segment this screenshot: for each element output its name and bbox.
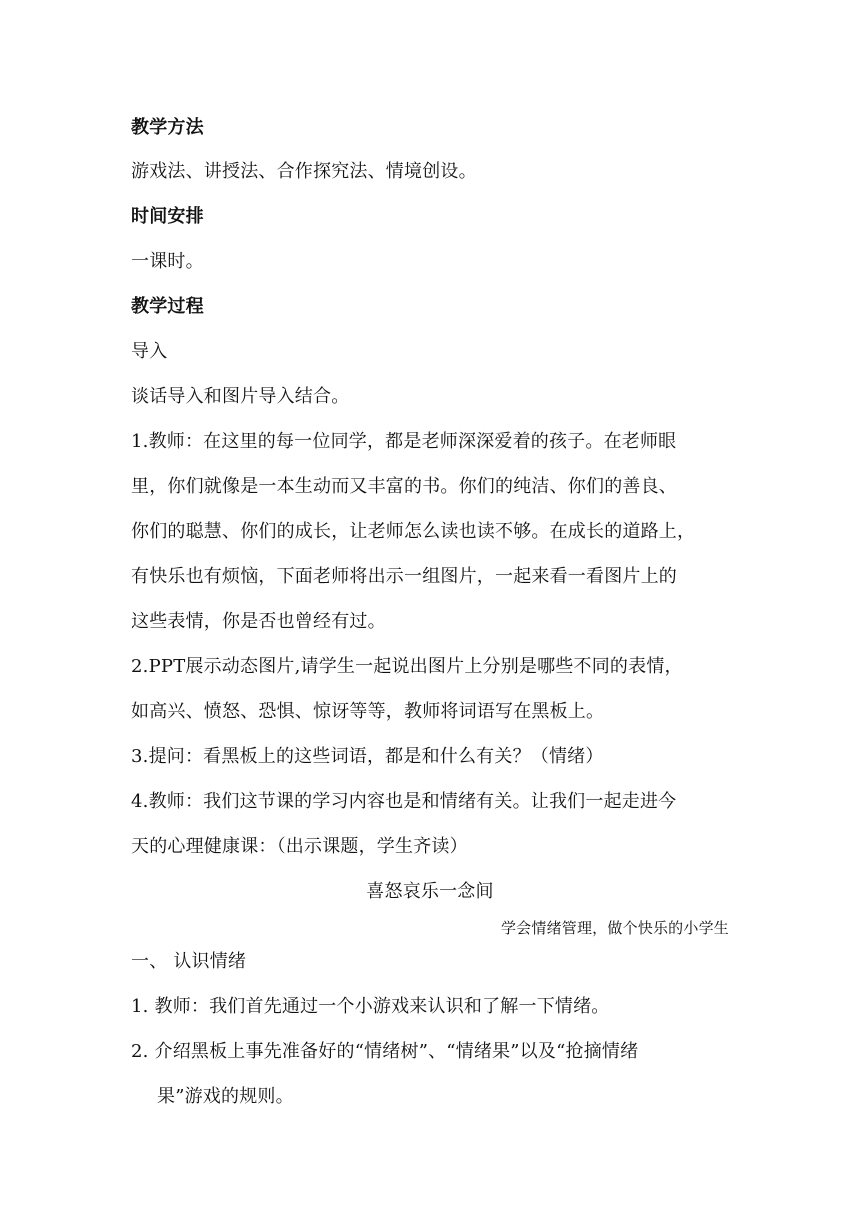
paragraph-4-line-2: 天的心理健康课：（出示课题，学生齐读） [131, 836, 468, 857]
lesson-subtitle: 学会情绪管理，做个快乐的小学生 [500, 919, 729, 937]
paragraph-3-line-1: 3.提问：看黑板上的这些词语，都是和什么有关？（情绪） [131, 746, 604, 767]
time-arrangement-heading: 时间安排 [131, 206, 204, 227]
teaching-method-heading: 教学方法 [131, 117, 204, 138]
teaching-process-heading: 教学过程 [131, 296, 204, 317]
paragraph-1-line-3: 你们的聪慧、你们的成长，让老师怎么读也读不够。在成长的道路上， [131, 521, 696, 542]
part-one-item-1: 1. 教师：我们首先通过一个小游戏来认识和了解一下情绪。 [131, 996, 610, 1017]
paragraph-2-line-1: 2.PPT展示动态图片,请学生一起说出图片上分别是哪些不同的表情， [131, 656, 683, 677]
time-arrangement-text: 一课时。 [131, 251, 204, 272]
paragraph-1-line-2: 里，你们就像是一本生动而又丰富的书。你们的纯洁、你们的善良、 [131, 476, 677, 497]
part-one-heading: 一、 认识情绪 [131, 951, 247, 972]
lesson-title: 喜怒哀乐一念间 [366, 881, 494, 902]
part-one-item-2-line-1: 2. 介绍黑板上事先准备好的“情绪树”、“情绪果”以及“抢摘情绪 [131, 1041, 639, 1062]
teaching-method-text: 游戏法、讲授法、合作探究法、情境创设。 [131, 161, 477, 182]
intro-text: 谈话导入和图片导入结合。 [131, 386, 350, 407]
paragraph-1-line-4: 有快乐也有烦恼，下面老师将出示一组图片，一起来看一看图片上的 [131, 566, 677, 587]
paragraph-1-line-1: 1.教师：在这里的每一位同学，都是老师深深爱着的孩子。在老师眼 [131, 431, 677, 452]
part-one-item-2-line-2: 果”游戏的规则。 [157, 1086, 294, 1107]
paragraph-4-line-1: 4.教师：我们这节课的学习内容也是和情绪有关。让我们一起走进今 [131, 791, 677, 812]
intro-label: 导入 [131, 341, 168, 362]
paragraph-2-line-2: 如高兴、愤怒、恐惧、惊讶等等，教师将词语写在黑板上。 [131, 701, 605, 722]
paragraph-1-line-5: 这些表情，你是否也曾经有过。 [131, 611, 386, 632]
